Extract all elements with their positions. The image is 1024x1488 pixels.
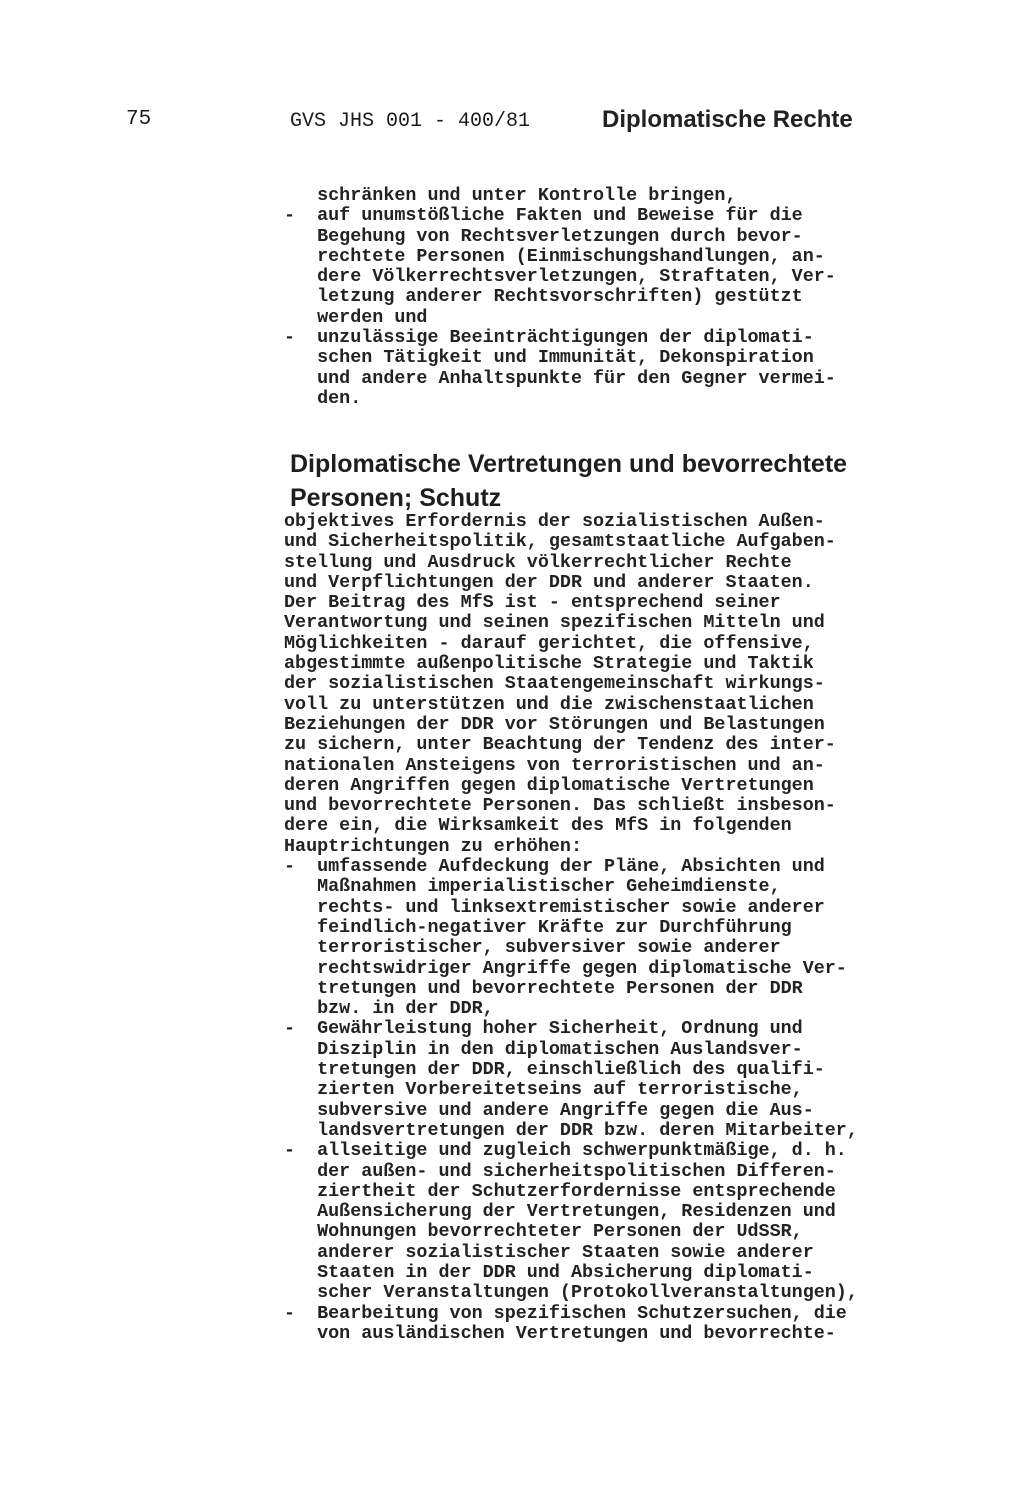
section-body-line: - allseitige und zugleich schwerpunktmäßige, d. h. [284, 1140, 847, 1162]
section-body-line: scher Veranstaltungen (Protokollveranstaltungen), [284, 1282, 858, 1304]
continuation-text-line: letzung anderer Rechtsvorschriften) gestützt [284, 286, 803, 308]
section-body-line: landsvertretungen der DDR bzw. deren Mitarbeiter, [284, 1119, 858, 1141]
section-body-line: abgestimmte außenpolitische Strategie und Taktik [284, 653, 814, 675]
section-body-line: rechts- und linksextremistischer sowie anderer [284, 896, 825, 918]
continuation-text-line: rechtete Personen (Einmischungshandlungen, an- [284, 245, 825, 267]
continuation-text-line: dere Völkerrechtsverletzungen, Straftaten, Ver- [284, 266, 836, 288]
section-body-line: stellung und Ausdruck völkerrechtlicher Rechte [284, 551, 792, 573]
section-heading-line-2: Personen; Schutz [290, 484, 502, 512]
section-body-line: von ausländischen Vertretungen und bevorrechte- [284, 1322, 836, 1344]
continuation-text-line: Begehung von Rechtsverletzungen durch bevor- [284, 225, 803, 247]
page-number: 75 [126, 108, 152, 131]
section-body-line: Staaten in der DDR und Absicherung diplomati- [284, 1261, 814, 1283]
section-body-line: anderer sozialistischer Staaten sowie anderer [284, 1241, 814, 1263]
continuation-text-line: schränken und unter Kontrolle bringen, [284, 185, 737, 206]
continuation-text [284, 186, 924, 409]
section-body-line: bzw. in der DDR, [284, 998, 494, 1020]
section-body-text [284, 512, 924, 1344]
section-body-line: der sozialistischen Staatengemeinschaft wirkungs- [284, 673, 825, 695]
section-body-line: - Bearbeitung von spezifischen Schutzersuchen, die [284, 1302, 847, 1324]
section-body-line: tretungen und bevorrechtete Personen der DDR [284, 977, 803, 999]
continuation-text-line: den. [284, 387, 362, 409]
section-body-line: der außen- und sicherheitspolitischen Differen- [284, 1160, 836, 1182]
section-body-line: objektives Erfordernis der sozialistischen Außen- [284, 511, 825, 532]
section-body-line: - umfassende Aufdeckung der Pläne, Absichten und [284, 856, 825, 878]
section-heading-line-1: Diplomatische Vertretungen und bevorrechtete [290, 450, 848, 478]
section-body-line: und bevorrechtete Personen. Das schließt insbeson- [284, 795, 836, 817]
continuation-text-line: - unzulässige Beeinträchtigungen der diplomati- [284, 327, 814, 349]
section-body-line: feindlich-negativer Kräfte zur Durchführung [284, 916, 792, 938]
page-header [0, 106, 1024, 146]
section-body-line: Wohnungen bevorrechteter Personen der UdSSR, [284, 1221, 803, 1243]
running-head: Diplomatische Rechte [602, 106, 853, 133]
continuation-text-line: - auf unumstößliche Fakten und Beweise für die [284, 205, 803, 227]
section-body-line: deren Angriffen gegen diplomatische Vertretungen [284, 774, 814, 796]
section-body-line: Außensicherung der Vertretungen, Residenzen und [284, 1201, 836, 1223]
section-body-line: Der Beitrag des MfS ist - entsprechend seiner [284, 592, 781, 614]
section-body-line: nationalen Ansteigens von terroristischen und an- [284, 754, 825, 776]
continuation-text-line: und andere Anhaltspunkte für den Gegner vermei- [284, 367, 836, 389]
section-body-line: rechtswidriger Angriffe gegen diplomatische Ver- [284, 957, 847, 979]
document-reference: GVS JHS 001 - 400/81 [290, 110, 531, 133]
continuation-text-line: schen Tätigkeit und Immunität, Dekonspiration [284, 347, 814, 369]
section-body-line: terroristischer, subversiver sowie anderer [284, 937, 781, 959]
section-body-line: dere ein, die Wirksamkeit des MfS in folgenden [284, 815, 792, 837]
section-body-line: tretungen der DDR, einschließlich des qualifi- [284, 1059, 825, 1081]
section-body-line: zu sichern, unter Beachtung der Tendenz des inter- [284, 734, 836, 756]
section-body-line: und Verpflichtungen der DDR und anderer Staaten. [284, 571, 814, 593]
section-body-line: Disziplin in den diplomatischen Auslandsver- [284, 1038, 803, 1060]
section-body-line: Beziehungen der DDR vor Störungen und Belastungen [284, 713, 825, 735]
continuation-text-line: werden und [284, 306, 428, 328]
section-body-line: Möglichkeiten - darauf gerichtet, die offensive, [284, 632, 814, 654]
section-body-line: ziertheit der Schutzerfordernisse entsprechende [284, 1180, 836, 1202]
section-body-line: Hauptrichtungen zu erhöhen: [284, 835, 582, 857]
section-body-line: Verantwortung und seinen spezifischen Mitteln und [284, 612, 825, 634]
section-body-line: subversive und andere Angriffe gegen die Aus- [284, 1099, 814, 1121]
section-body-line: voll zu unterstützen und die zwischenstaatlichen [284, 693, 814, 715]
section-body-line: Maßnahmen imperialistischer Geheimdienste, [284, 876, 781, 898]
section-body-line: - Gewährleistung hoher Sicherheit, Ordnung und [284, 1018, 803, 1040]
section-body-line: und Sicherheitspolitik, gesamtstaatliche Aufgaben- [284, 531, 836, 553]
section-body-line: zierten Vorbereitetseins auf terroristische, [284, 1079, 803, 1101]
